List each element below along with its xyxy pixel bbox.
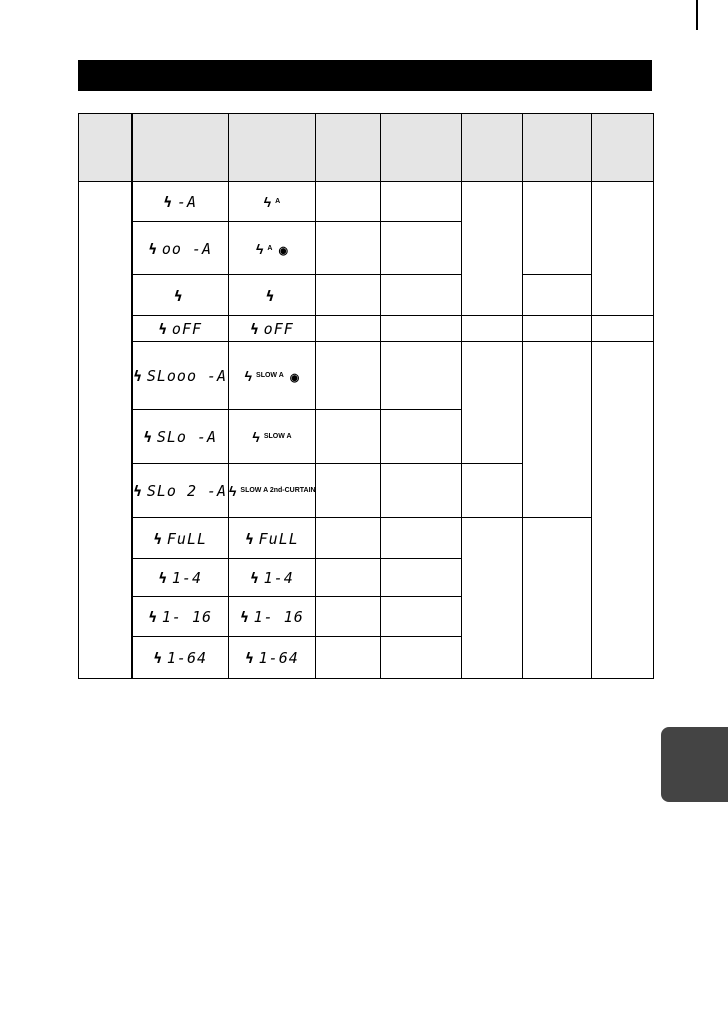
flash-mode-table — [78, 113, 654, 679]
monitor-cell: ϟ $^{SLOW A}$ — [229, 410, 316, 464]
section-title-bar — [78, 60, 652, 91]
monitor-cell: ϟ $^{SLOW A}$ ◉ — [229, 342, 316, 410]
monitor-cell: ϟ $^{SLOW A 2nd-CURTAIN}$ — [229, 464, 316, 518]
header-cell — [381, 114, 462, 182]
lightning-bolt-icon: ϟ — [263, 194, 272, 210]
lightning-bolt-icon: ϟ — [250, 322, 260, 338]
lightning-bolt-icon: ϟ — [245, 651, 255, 667]
lightning-bolt-icon: ϟ — [240, 610, 250, 626]
table-row — [79, 316, 654, 342]
control-panel-cell: ϟ 1- 16 — [132, 597, 229, 637]
control-panel-cell: ϟ SLo 2 -A — [132, 464, 229, 518]
control-panel-cell: ϟ SLooo -A — [132, 342, 229, 410]
monitor-cell: ϟ 1-4 — [229, 559, 316, 597]
lightning-bolt-icon: ϟ — [153, 531, 163, 548]
lightning-bolt-icon: ϟ — [229, 483, 237, 499]
lightning-bolt-icon: ϟ — [133, 484, 143, 500]
control-panel-cell: ϟ 1-4 — [132, 559, 229, 597]
table-row — [79, 342, 654, 410]
chapter-tab — [661, 727, 728, 802]
control-panel-cell: ϟ 1-64 — [132, 637, 229, 679]
monitor-cell: ϟ FuLL — [229, 518, 316, 559]
lightning-bolt-icon: ϟ — [143, 430, 153, 446]
header-cell — [316, 114, 381, 182]
lightning-bolt-icon: ϟ — [153, 651, 163, 667]
lightning-bolt-icon: ϟ — [148, 241, 158, 258]
header-cell — [462, 114, 523, 182]
eye-icon: ◉ — [289, 372, 300, 384]
header-cell — [229, 114, 316, 182]
monitor-cell — [229, 275, 316, 316]
table-row — [79, 518, 654, 559]
lightning-bolt-icon: ϟ — [244, 368, 253, 384]
table-row — [79, 275, 654, 316]
monitor-cell: ϟ oFF — [229, 316, 316, 342]
header-cell — [79, 114, 132, 182]
monitor-cell: ϟ 1-64 — [229, 637, 316, 679]
control-panel-cell: ϟ oo -A — [132, 222, 229, 275]
lightning-bolt-icon: ϟ — [252, 429, 260, 445]
monitor-cell: ϟ $^A$ ◉ — [229, 222, 316, 275]
control-panel-cell: ϟ SLo -A — [132, 410, 229, 464]
lightning-bolt-icon: ϟ — [173, 288, 183, 305]
mode-group-cell — [79, 182, 132, 679]
lightning-bolt-icon: ϟ — [250, 571, 260, 587]
table-row — [79, 182, 654, 222]
lightning-bolt-icon: ϟ — [245, 531, 255, 548]
lightning-bolt-icon: ϟ — [265, 288, 275, 305]
control-panel-cell — [132, 275, 229, 316]
monitor-cell: ϟ $^A$ — [229, 182, 316, 222]
table-header-row — [79, 114, 654, 182]
lightning-bolt-icon: ϟ — [133, 369, 143, 385]
control-panel-cell: ϟ -A — [132, 182, 229, 222]
eye-icon: ◉ — [278, 244, 289, 257]
header-cell — [523, 114, 592, 182]
page-edge-line — [696, 0, 698, 30]
header-cell — [132, 114, 229, 182]
lightning-bolt-icon: ϟ — [158, 322, 168, 338]
lightning-bolt-icon: ϟ — [255, 240, 264, 257]
control-panel-cell: ϟ oFF — [132, 316, 229, 342]
lightning-bolt-icon: ϟ — [163, 195, 173, 211]
lightning-bolt-icon: ϟ — [158, 571, 168, 587]
monitor-cell: ϟ 1- 16 — [229, 597, 316, 637]
control-panel-cell: ϟ FuLL — [132, 518, 229, 559]
lightning-bolt-icon: ϟ — [148, 610, 158, 626]
header-cell — [592, 114, 654, 182]
